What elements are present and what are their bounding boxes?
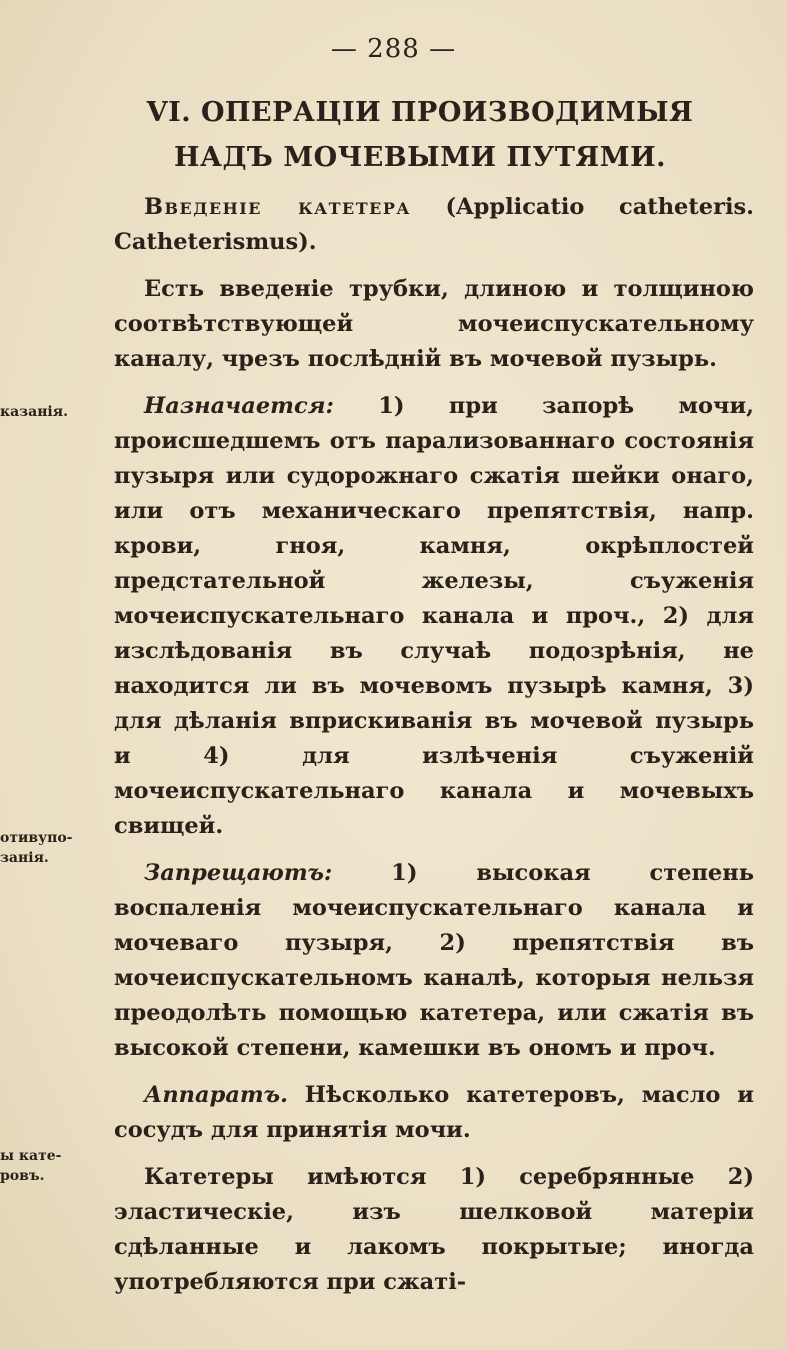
paragraph-contraindications (114, 856, 754, 1066)
margin-note-catheters-line2: ровъ. (0, 1168, 45, 1184)
indications-text: 1) при запорѣ мочи, происшедшемъ отъ парализованнаго состоянія пузыря или судорожнаго сжатія шейки онаго, или отъ механическаго препятствія, напр. крови, гноя, камня, окрѣплостей предстательной железы, съуженія мочеиспускательнаго канала и проч., 2) для изслѣдованія въ случаѣ подозрѣнія, не находится ли въ мочевомъ пузырѣ камня, 3) для дѣланія вприскиванія въ мочевой пузырь и 4) для излѣченія съуженій мочеиспускательнаго канала и мочевыхъ свищей. (114, 393, 754, 839)
margin-note-contraindications-line1: отивупо- (0, 830, 73, 846)
paragraph-catheters: Катетеры имѣются 1) серебрянные 2) эластическіе, изъ шелковой матеріи сдѣланные и лакомъ покрытые; иногда употребляются при сжаті- (114, 1164, 754, 1295)
margin-note-indications (0, 402, 68, 422)
apparatus-lead: Аппаратъ. (144, 1082, 288, 1108)
contraindications-text: 1) высокая степень воспаленія мочеиспускательнаго канала и мочеваго пузыря, 2) препятствія въ мочеиспускательномъ каналѣ, которыя нельзя преодолѣть помощью катетера, или сжатія въ высокой степени, камешки въ ономъ и проч. (114, 860, 754, 1061)
paragraph-definition: Есть введеніе трубки, длиною и толщиною соотвѣтствующей мочеиспускательному каналу, чрезъ послѣдній въ мочевой пузырь. (114, 276, 754, 372)
indications-lead: Назначается: (144, 393, 334, 419)
margin-note-indications-text: казанія. (0, 404, 68, 420)
margin-note-contraindications-line2: занія. (0, 850, 49, 866)
section-heading-term: Введеніе катетера (144, 194, 411, 220)
margin-note-catheters-line1: ы катe- (0, 1148, 62, 1164)
page-number: — 288 — (330, 34, 457, 64)
paragraph-apparatus (114, 1078, 754, 1148)
apparatus-text: Нѣсколько катетеровъ, масло и сосудъ для принятія мочи. (114, 1082, 754, 1143)
margin-note-contraindications (0, 828, 72, 868)
body-text (114, 190, 754, 1312)
paragraph-indications (114, 389, 754, 844)
section-heading-latin: (Applicatio catheteris. Catheterismus). (114, 194, 754, 255)
section-heading (114, 190, 754, 260)
contraindications-lead: Запрещаютъ: (144, 860, 333, 886)
margin-note-catheters (0, 1146, 61, 1186)
chapter-title: VI. ОПЕРАЦІИ ПРОИЗВОДИМЫЯ НАДЪ МОЧЕВЫМИ ПУТЯМИ. (146, 97, 694, 173)
